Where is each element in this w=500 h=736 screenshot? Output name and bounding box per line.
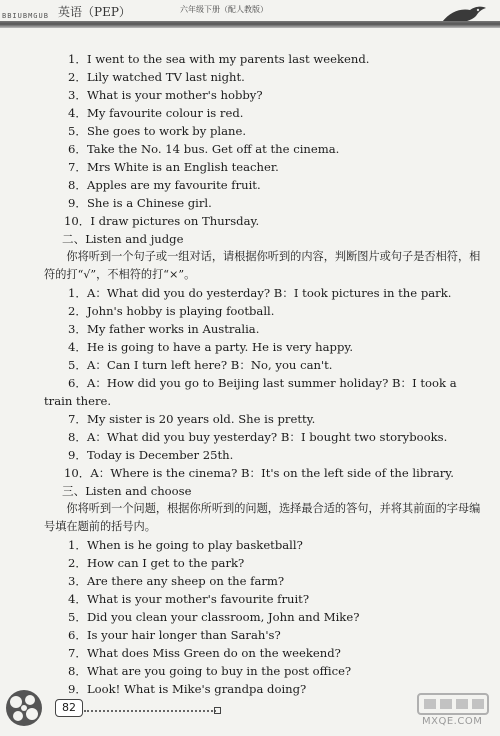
section3-item-6: 6．Is your hair longer than Sarah's?: [68, 628, 281, 642]
part1-item-7: 7．Mrs White is an English teacher.: [68, 160, 279, 174]
section3-item-8: 8．What are you going to buy in the post office?: [68, 664, 352, 678]
section2-item-5: 5．A：Can I turn left here? B：No, you can't.: [68, 358, 333, 372]
part1-item-1: 1．I went to the sea with my parents last weekend.: [68, 52, 370, 66]
section2-item-7: 7．My sister is 20 years old. She is pretty.: [68, 412, 316, 426]
section2-item-3: 3．My father works in Australia.: [68, 322, 260, 336]
section2-instruction: 你将听到一个句子或一组对话，请根据你听到的内容，判断图片或句子是否相符，相符的打“√”，不相符的打“×”。: [44, 250, 481, 281]
section3-item-9: 9．Look! What is Mike's grandpa doing?: [68, 682, 307, 696]
section2-item-9: 9．Today is December 25th.: [68, 448, 234, 462]
section2-item-4: 4．He is going to have a party. He is very happy.: [68, 340, 354, 354]
part1-item-3: 3．What is your mother's hobby?: [68, 88, 263, 102]
book-title: 英语（PEP）: [58, 5, 131, 19]
section2-item-8: 8．A：What did you buy yesterday? B：I bought two storybooks.: [68, 430, 448, 444]
section2-item-6: 6．A：How did you go to Beijing last summer holiday? B：I took a train there.: [44, 376, 457, 408]
part1-item-5: 5．She goes to work by plane.: [68, 124, 247, 138]
worksheet-content: [44, 50, 484, 698]
watermark-text: MXQE.COM: [422, 716, 483, 727]
part1-item-9: 9．She is a Chinese girl.: [68, 196, 212, 210]
section2-title: 二、Listen and judge: [62, 232, 184, 246]
page-header: [0, 0, 500, 30]
part1-item-2: 2．Lily watched TV last night.: [68, 70, 245, 84]
section3-item-2: 2．How can I get to the park?: [68, 556, 245, 570]
section2-item-2: 2．John's hobby is playing football.: [68, 304, 275, 318]
part1-item-6: 6．Take the No. 14 bus. Get off at the cinema.: [68, 142, 340, 156]
section2-item-10: 10．A：Where is the cinema? B：It's on the left side of the library.: [64, 466, 454, 480]
header-bar: [0, 21, 500, 28]
section3-item-7: 7．What does Miss Green do on the weekend?: [68, 646, 341, 660]
part1-item-8: 8．Apples are my favourite fruit.: [68, 178, 261, 192]
part1-item-10: 10．I draw pictures on Thursday.: [64, 214, 260, 228]
part1-item-4: 4．My favourite colour is red.: [68, 106, 244, 120]
footer-square-icon: [214, 707, 221, 714]
section3-item-1: 1．When is he going to play basketball?: [68, 538, 303, 552]
page-number: 82: [55, 699, 83, 717]
section3-item-3: 3．Are there any sheep on the farm?: [68, 574, 285, 588]
section3-instruction: 你将听到一个问题，根据你所听到的问题，选择最合适的答句，并将其前面的字母编号填在题前的括号内。: [44, 502, 481, 533]
section3-title: 三、Listen and choose: [62, 484, 192, 498]
header-code: BBIUBMGUB: [2, 12, 49, 20]
section3-item-5: 5．Did you clean your classroom, John and Mike?: [68, 610, 360, 624]
section3-item-4: 4．What is your mother's favourite fruit?: [68, 592, 310, 606]
footer-dotted-rule: [84, 710, 216, 712]
book-subtitle: 六年级下册（配人教版）: [180, 5, 268, 14]
watermark-logo-icon: [412, 692, 498, 718]
decorative-ornament-icon: [2, 684, 48, 730]
section2-item-1: 1．A：What did you do yesterday? B：I took pictures in the park.: [68, 286, 452, 300]
watermark-logo: [412, 692, 498, 736]
